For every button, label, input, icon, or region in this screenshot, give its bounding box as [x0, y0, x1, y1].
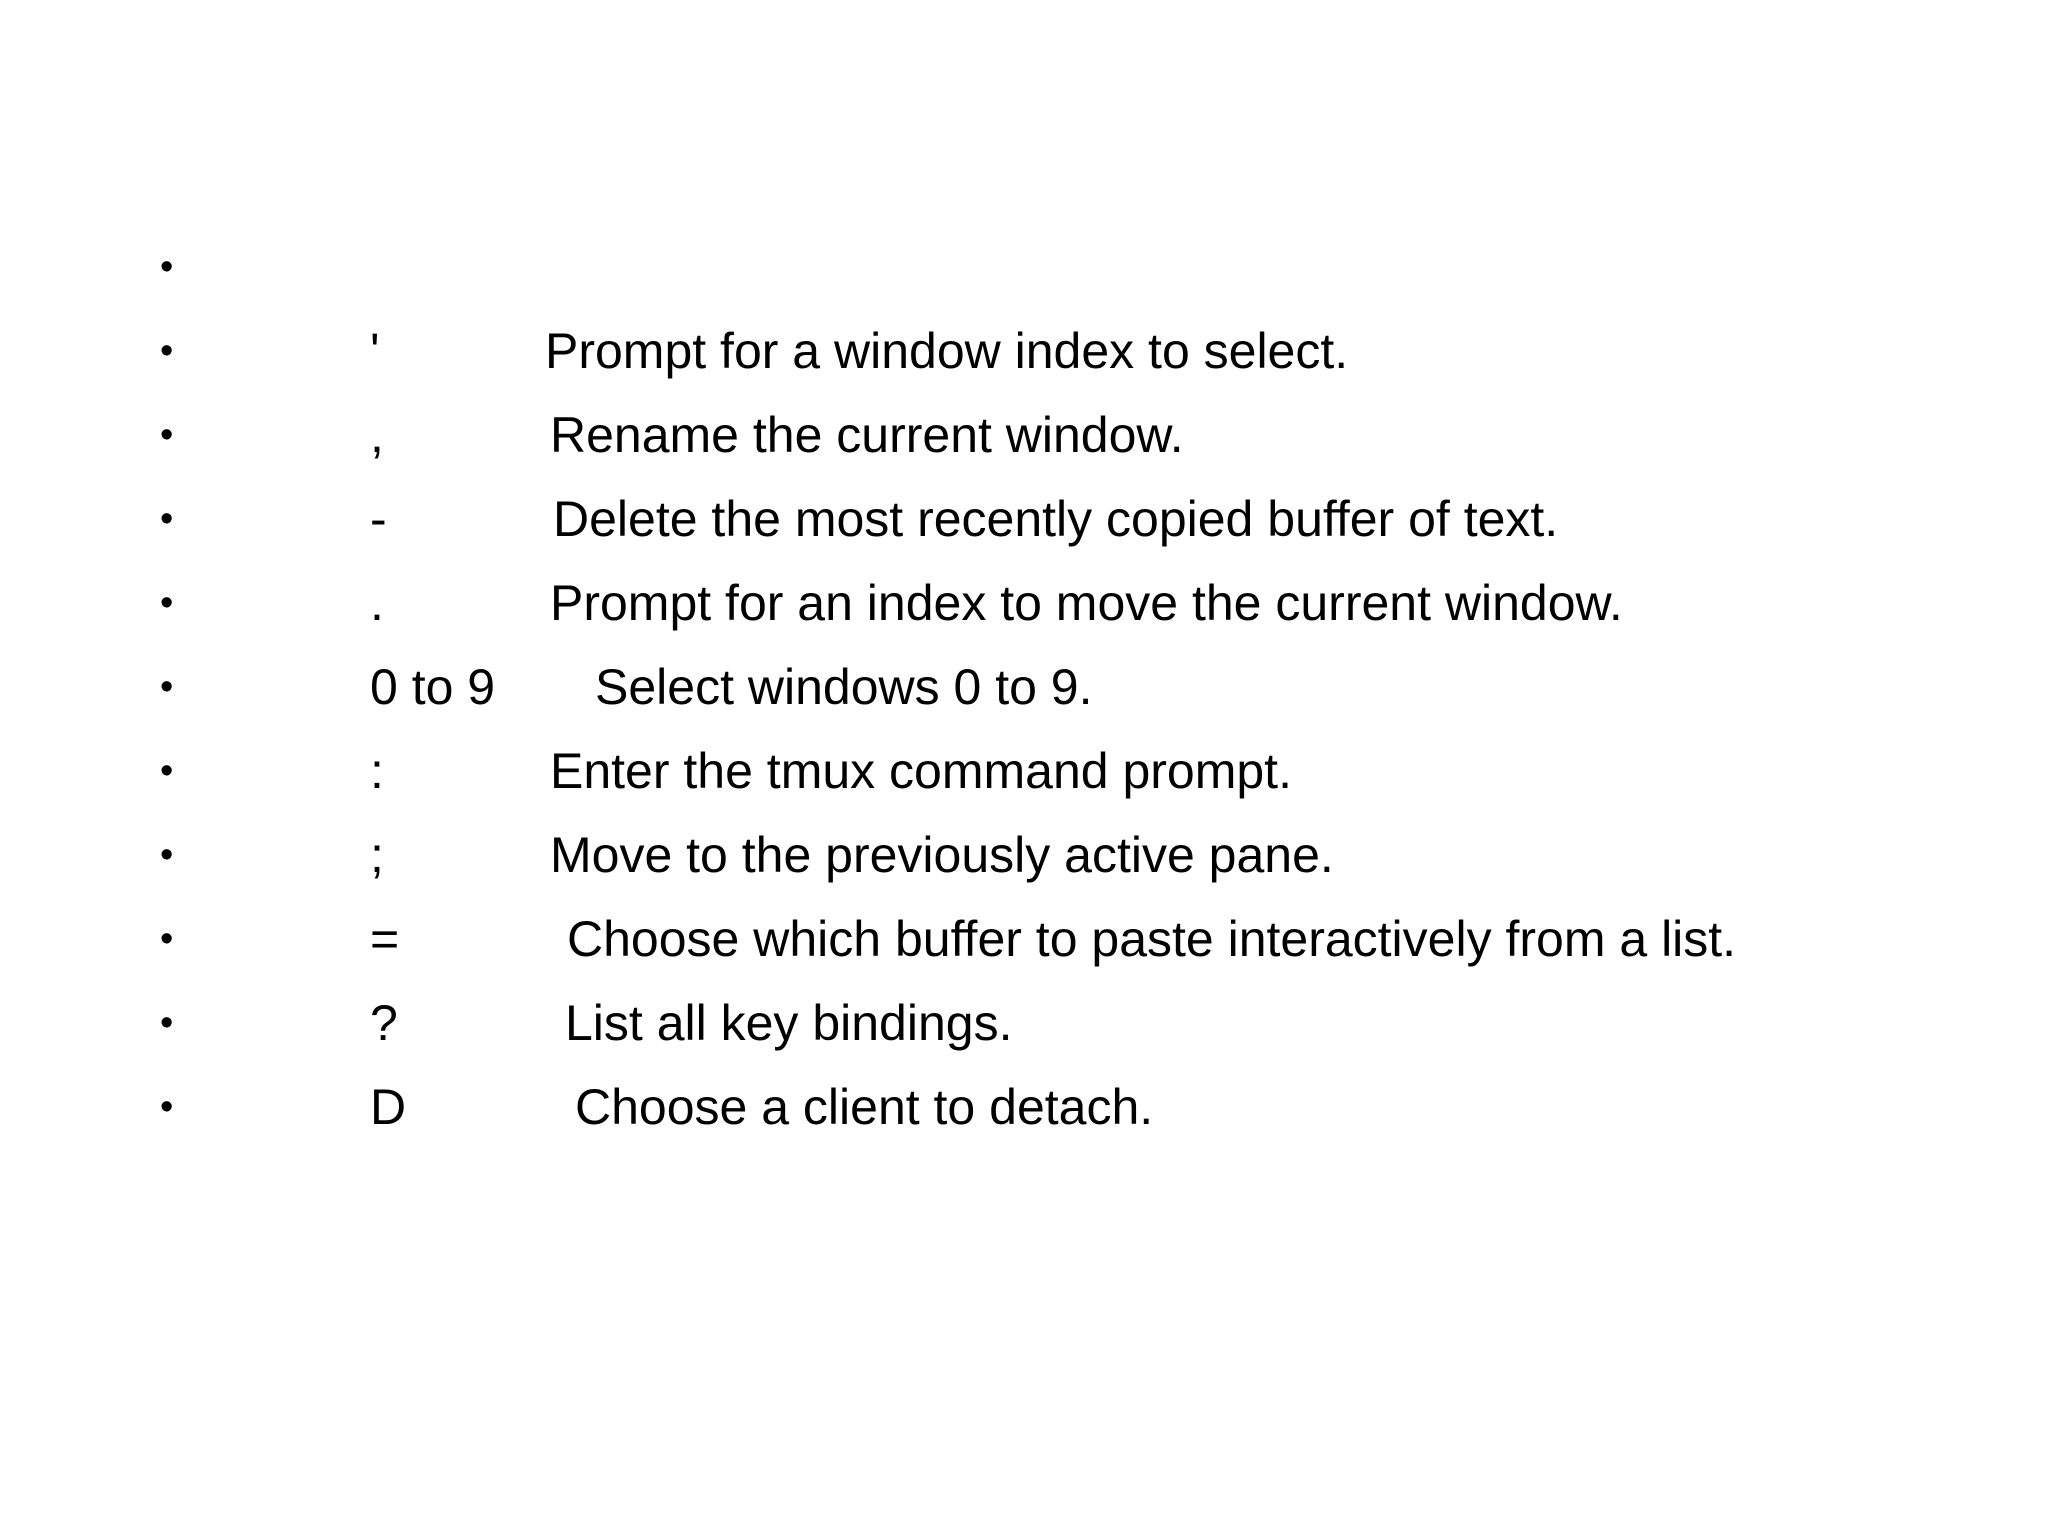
- key-label: ': [370, 323, 380, 379]
- bullet: •: [160, 330, 174, 372]
- key-label: ;: [370, 827, 384, 883]
- list-item: [0, 813, 2048, 897]
- key-description: List all key bindings.: [565, 995, 1013, 1051]
- bullet: •: [160, 498, 174, 540]
- key-description: Move to the previously active pane.: [550, 827, 1334, 883]
- key-description: Rename the current window.: [550, 407, 1184, 463]
- bullet: •: [160, 246, 174, 288]
- key-label: ?: [370, 995, 398, 1051]
- key-label: :: [370, 743, 384, 799]
- list-item: [0, 477, 2048, 561]
- list-item: [0, 225, 2048, 309]
- key-description: Select windows 0 to 9.: [595, 659, 1093, 715]
- key-description: Prompt for an index to move the current window.: [550, 575, 1623, 631]
- bullet: •: [160, 834, 174, 876]
- list-item: [0, 561, 2048, 645]
- bullet: •: [160, 1002, 174, 1044]
- key-label: D: [370, 1079, 407, 1135]
- key-description: Choose which buffer to paste interactively from a list.: [567, 911, 1737, 967]
- bullet: •: [160, 666, 174, 708]
- key-label: -: [370, 491, 387, 547]
- key-description: Enter the tmux command prompt.: [550, 743, 1292, 799]
- list-item: [0, 645, 2048, 729]
- bullet: •: [160, 750, 174, 792]
- key-label: ,: [370, 407, 384, 463]
- bullet: •: [160, 918, 174, 960]
- key-description: Choose a client to detach.: [575, 1079, 1154, 1135]
- list-item: [0, 393, 2048, 477]
- key-label: =: [370, 911, 400, 967]
- list-item: [0, 897, 2048, 981]
- key-description: Prompt for a window index to select.: [545, 323, 1349, 379]
- list-item: [0, 729, 2048, 813]
- list-item: [0, 309, 2048, 393]
- bullet: •: [160, 582, 174, 624]
- key-label: 0 to 9: [370, 659, 496, 715]
- list-item: [0, 1065, 2048, 1149]
- list-item: [0, 981, 2048, 1065]
- bullet: •: [160, 1086, 174, 1128]
- key-description: Delete the most recently copied buffer of text.: [553, 491, 1559, 547]
- bullet: •: [160, 414, 174, 456]
- key-label: .: [370, 575, 384, 631]
